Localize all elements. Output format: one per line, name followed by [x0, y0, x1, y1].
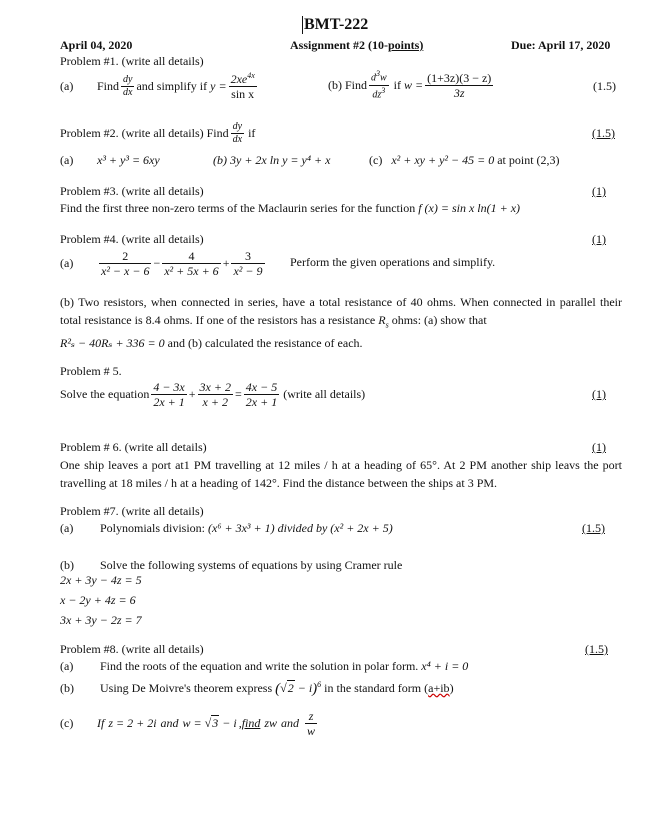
p2-title: Problem #2. (write all details) Find	[60, 125, 229, 140]
p7-b	[60, 558, 402, 573]
p2-b-equation: (b) 3y + 2x ln y = y⁴ + x	[213, 153, 331, 167]
p4-b-text-3: and (b) calculated the resistance of each.	[167, 336, 363, 351]
p1-a-function: $\frac{2xe^{4x}}{\text{sin x}}$	[230, 71, 255, 101]
p5-title: Problem # 5.	[60, 364, 122, 378]
p8-b-label: (b)	[60, 681, 74, 695]
p1-b-if: if	[393, 77, 402, 92]
p8-a	[60, 659, 468, 674]
assignment-points-link[interactable]: points)	[388, 38, 424, 52]
p1-b-function: $\frac{(1+3z)(3 - z)}{3z}$	[427, 70, 492, 100]
p5-op1: +	[188, 386, 196, 401]
p1-a-label: (a)	[60, 78, 74, 93]
p4-a-text: Perform the given operations and simplify.	[290, 255, 496, 269]
p2-if: if	[248, 125, 256, 140]
p5-solve: Solve the equation	[60, 386, 150, 401]
p4-fraction-1: $\frac{2}{\text{x² − x − 6}}$	[101, 248, 150, 278]
p4-fraction-2: $\frac{4}{\text{x² + 5x + 6}}$	[164, 248, 219, 278]
p8-c	[60, 706, 319, 740]
p2-a-label: (a)	[60, 153, 74, 167]
p1-a-y: y =	[210, 78, 227, 93]
p1-a-derivative: $\frac{dy}{dx}$	[123, 73, 133, 98]
p2-title-row	[60, 118, 255, 148]
p7-a-expression: (x⁶ + 3x³ + 1) divided by (x² + 2x + 5)	[208, 521, 393, 535]
p1-a	[60, 70, 259, 102]
p8-b-expression: $(√2 - i)^6$	[275, 680, 322, 697]
p1-title: Problem #1. (write all details)	[60, 54, 204, 68]
p5-tail: (write all details)	[283, 386, 366, 401]
p8-c-fraction: $\frac{z}{w}$	[307, 708, 316, 738]
p8-c-label: (c)	[60, 715, 74, 730]
p8-a-equation: x⁴ + i = 0	[421, 659, 469, 673]
assignment-prefix: Assignment #2 (10-	[290, 38, 388, 52]
p6-title: Problem # 6. (write all details)	[60, 440, 207, 454]
p5-fraction-2: $\frac{3x + 2}{x + 2}$	[199, 379, 231, 409]
p4-fraction-3: $\frac{3}{\text{x² − 9}}$	[233, 248, 263, 278]
p7-a-text: Polynomials division:	[100, 521, 206, 535]
p5-equals: =	[234, 386, 242, 401]
p8-b-tail: in the standard form (a+ib)	[324, 681, 454, 695]
p8-b	[60, 680, 454, 698]
p6-points: (1)	[592, 440, 606, 454]
p4-b-text-2: ohms: (a) show that	[391, 313, 487, 327]
p5-fraction-3: $\frac{4x - 5}{2x + 1}$	[245, 379, 278, 409]
p4-b-text: (b) Two resistors, when connected in series, have a total resistance of 40 ohms. When connected in parallel their total resistance is 8.4 ohms. If one of the resistors has a resistance	[60, 295, 622, 327]
p7-a-points: (1.5)	[582, 521, 605, 535]
p4-op2: +	[222, 255, 230, 270]
p4-points: (1)	[592, 232, 606, 246]
p7-equation-1: 2x + 3y − 4z = 5	[60, 573, 142, 587]
p1-a-mid: and simplify if	[136, 78, 208, 93]
p2-c	[369, 153, 560, 168]
p2-points: (1.5)	[592, 126, 615, 140]
p7-b-label: (b)	[60, 558, 74, 572]
assignment-title	[290, 38, 423, 53]
p1-a-find: Find	[97, 78, 120, 93]
p8-c-find: ,find	[238, 715, 261, 730]
p2-a-equation: x³ + y³ = 6xy	[97, 153, 160, 167]
p4-b-paragraph	[60, 293, 622, 352]
p1-b-w: w =	[404, 77, 424, 92]
p3-text-body: Find the first three non-zero terms of the Maclaurin series for the function	[60, 201, 416, 215]
p3-function: f (x) = sin x ln(1 + x)	[418, 201, 521, 215]
p4-a-label: (a)	[60, 255, 74, 270]
p8-title: Problem #8. (write all details)	[60, 642, 204, 656]
p7-title: Problem #7. (write all details)	[60, 504, 204, 518]
p1-points: (1.5)	[593, 79, 616, 93]
p7-equation-2: x − 2y + 4z = 6	[60, 593, 136, 607]
p8-a-text: Find the roots of the equation and write the solution in polar form.	[100, 659, 419, 673]
p3-text	[60, 201, 520, 216]
p8-c-z: z = 2 + 2i	[108, 715, 157, 730]
p2-derivative: $\frac{dy}{dx}$	[232, 120, 243, 145]
p4-title: Problem #4. (write all details)	[60, 232, 204, 246]
p7-equation-3: 3x + 3y − 2z = 7	[60, 613, 142, 627]
p8-b-text: Using De Moivre's theorem express	[100, 681, 273, 695]
p6-text: One ship leaves a port at1 PM travelling at 12 miles / h at a heading of 65°. At 2 PM another ship leavs the port travelling at 18 miles / h at a heading of 142°. Find the distance between the ships at 3 PM.	[60, 458, 622, 490]
p4-op1: −	[153, 255, 161, 270]
p8-c-and-2: and	[281, 715, 300, 730]
p3-title: Problem #3. (write all details)	[60, 184, 204, 198]
p4-a	[60, 246, 267, 280]
p8-c-zw: zw	[264, 715, 278, 730]
p5-points: (1)	[592, 387, 606, 401]
p7-a-label: (a)	[60, 521, 74, 535]
p1-b-derivative: $\frac{d^3w}{dz^3}$	[371, 69, 387, 100]
p8-points: (1.5)	[585, 642, 608, 656]
p8-a-label: (a)	[60, 659, 74, 673]
p7-a	[60, 521, 393, 536]
p8-c-and-1: and	[160, 715, 179, 730]
p3-points: (1)	[592, 184, 606, 198]
course-code: BMT-222	[304, 16, 369, 33]
p4-b-resistor: $R_s$	[378, 313, 389, 330]
p1-b	[328, 68, 495, 102]
due-date: Due: April 17, 2020	[511, 38, 611, 52]
p1-b-label: (b) Find	[328, 77, 367, 92]
p5-fraction-1: $\frac{4 - 3x}{2x + 1}$	[153, 379, 185, 409]
p4-b-equation: R²ₛ − 40Rₛ + 336 = 0	[60, 336, 165, 351]
p5-equation-row	[60, 376, 365, 412]
p2-c-label: (c)	[369, 153, 383, 167]
assignment-date: April 04, 2020	[60, 38, 133, 52]
p8-c-w: w = √3 − i	[182, 715, 237, 730]
p8-c-if: If	[97, 715, 105, 730]
p2-c-equation: x² + xy + y² − 45 = 0	[391, 153, 495, 167]
p7-b-text: Solve the following systems of equations by using Cramer rule	[100, 558, 403, 572]
p2-c-tail: at point (2,3)	[497, 153, 560, 167]
